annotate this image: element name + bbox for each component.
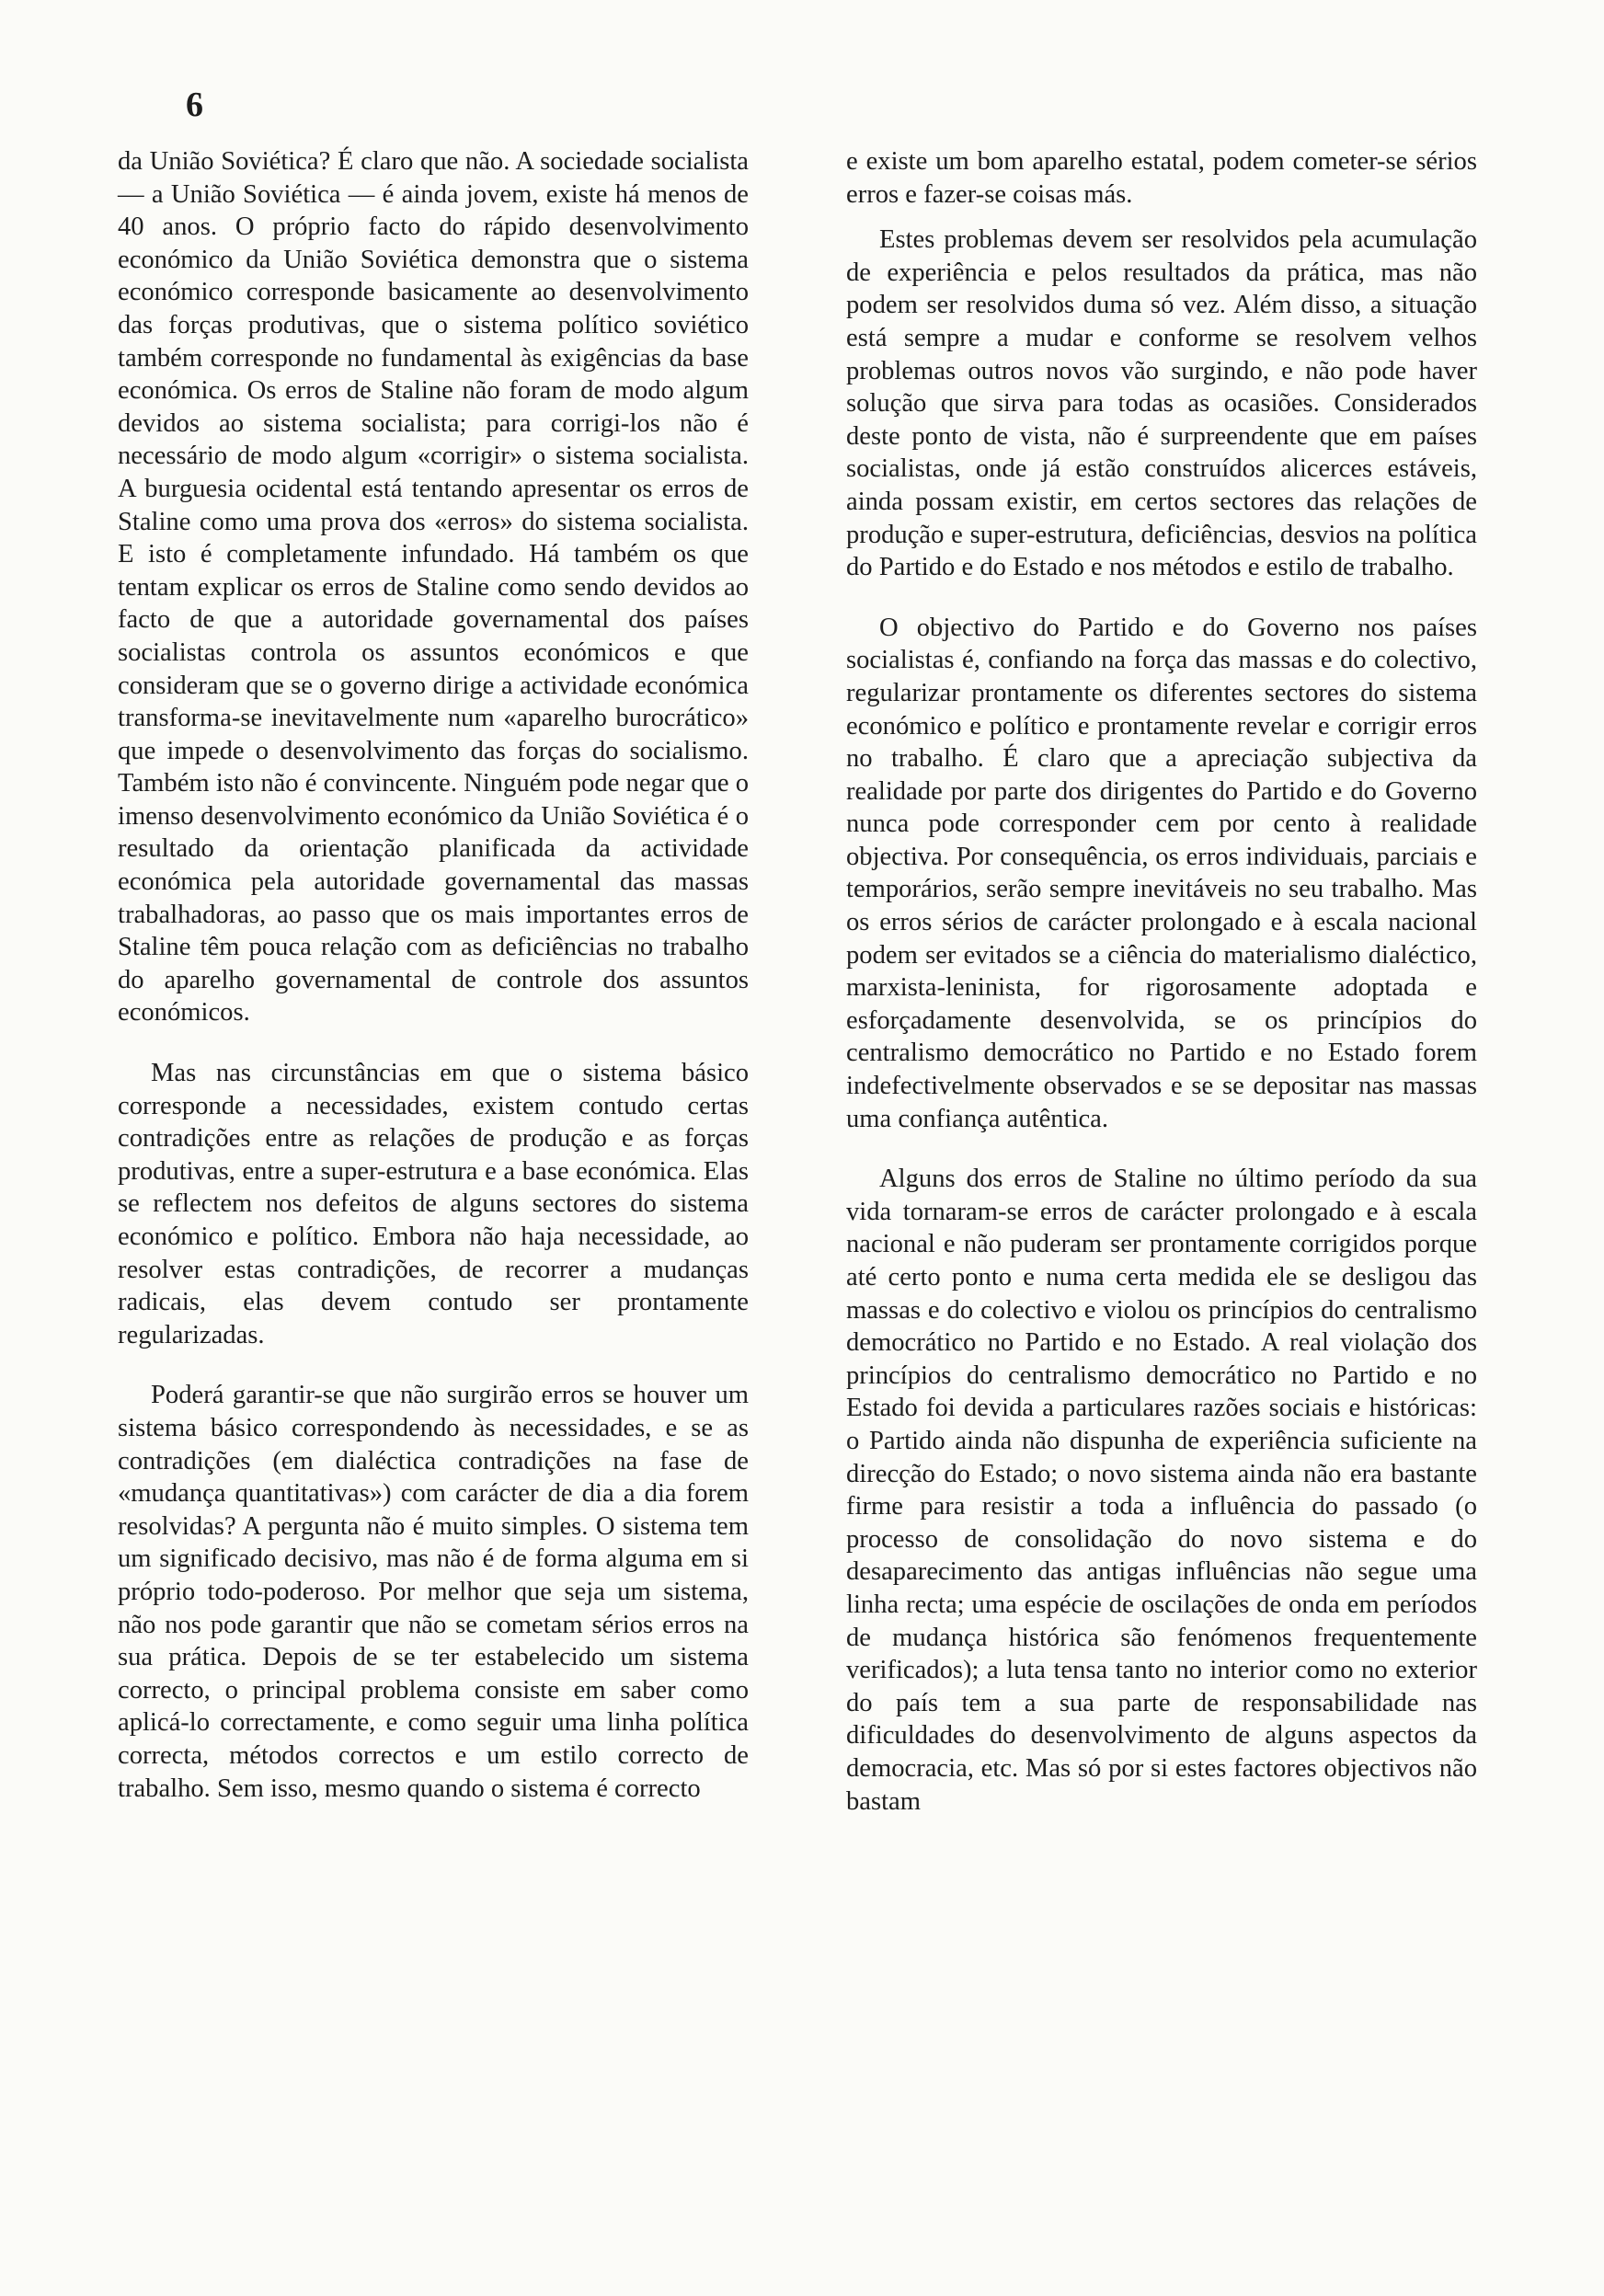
- paragraph: da União Soviética? É claro que não. A sociedade socialista — a União Soviética — é ainda jovem, existe há menos de 40 anos. O próprio facto do rápido desenvolvimento económico da União Soviética demonstra que o sistema económico corresponde basicamente ao desenvolvimento das forças produtivas, que o sistema político soviético também corresponde no fundamental às exigências da base económica. Os erros de Staline não foram de modo algum devidos ao sistema socialista; para corrigi-los não é necessário de modo algum «corrigir» o sistema socialista. A burguesia ocidental está tentando apresentar os erros de Staline como uma prova dos «erros» do sistema socialista. E isto é completamente infundado. Há também os que tentam explicar os erros de Staline como sendo devidos ao facto de que a autoridade governamental dos países socialistas controla os assuntos económicos e que consideram que se o governo dirige a actividade económica transforma-se inevitavelmente num «aparelho burocrático» que impede o desenvolvimento das forças do socialismo. Também isto não é convincente. Ninguém pode negar que o imenso desenvolvimento económico da União Soviética é o resultado da orientação planificada da actividade económica pela autoridade governamental das massas trabalhadoras, ao passo que os mais importantes erros de Staline têm pouca relação com as deficiências no trabalho do aparelho governamental de controle dos assuntos económicos.: [118, 147, 749, 1027]
- paragraph: O objectivo do Partido e do Governo nos países socialistas é, confiando na força das massas e do colectivo, regularizar prontamente os diferentes sectores do sistema económico e político e prontamente revelar e corrigir erros no trabalho. É claro que a apreciação subjectiva da realidade por parte dos dirigentes do Partido e do Governo nunca pode corresponder cem por cento à realidade objectiva. Por consequência, os erros individuais, parciais e temporários, serão sempre inevitáveis no seu trabalho. Mas os erros sérios de carácter prolongado e à escala nacional podem ser evitados se a ciência do materialismo dialéctico, marxista-leninista, for rigorosamente adoptada e esforçadamente desenvolvida, se os princípios do centralismo democrático no Partido e no Estado forem indefectivelmente observados e se se depositar nas massas uma confiança autêntica.: [846, 613, 1477, 1133]
- paragraph: Alguns dos erros de Staline no último período da sua vida tornaram-se erros de carácter prolongado e à escala nacional e não puderam ser prontamente corrigidos porque até certo ponto e numa certa medida ele se desligou das massas e do colectivo e violou os princípios do centralismo democrático no Partido e no Estado. A real violação dos princípios do centralismo democrático no Partido e no Estado foi devida a particulares razões sociais e históricas: o Partido ainda não dispunha de experiência suficiente na direcção do Estado; o novo sistema ainda não era bastante firme para resistir a toda a influência do passado (o processo de consolidação do novo sistema e do desaparecimento das antigas influências não segue uma linha recta; uma espécie de oscilações de onda em períodos de mudança histórica são fenómenos frequentemente verificados); a luta tensa tanto no interior como no exterior do país tem a sua parte de responsabilidade nas dificuldades do desenvolvimento de alguns aspectos da democracia, etc. Mas só por si estes factores objectivos não bastam: [846, 1165, 1477, 1816]
- paragraph: e existe um bom aparelho estatal, podem cometer-se sérios erros e fazer-se coisas más.: [846, 147, 1477, 209]
- paragraph: Estes problemas devem ser resolvidos pela acumulação de experiência e pelos resultados da prática, mas não podem ser resolvidos duma só vez. Além disso, a situação está sempre a mudar e conforme se resolvem velhos problemas outros novos vão surgindo, e não pode haver solução que sirva para todas as ocasiões. Considerados deste ponto de vista, não é surpreendente que em países socialistas, onde já estão construídos alicerces estáveis, ainda possam existir, em certos sectores das relações de produção e super-estrutura, deficiências, desvios na política do Partido e do Estado e nos métodos e estilo de trabalho.: [846, 225, 1477, 582]
- left-column: [118, 145, 749, 1818]
- page-number: 6: [186, 86, 203, 124]
- paragraph: Mas nas circunstâncias em que o sistema básico corresponde a necessidades, existem contudo certas contradições entre as relações de produção e as forças produtivas, entre a super-estrutura e a base económica. Elas se reflectem nos defeitos de alguns sectores do sistema económico e político. Embora não haja necessidade, ao resolver estas contradições, de recorrer a mudanças radicais, elas devem contudo ser prontamente regularizadas.: [118, 1059, 749, 1349]
- right-column: [846, 145, 1477, 1831]
- paragraph: Poderá garantir-se que não surgirão erros se houver um sistema básico correspondendo às necessidades, e se as contradições (em dialéctica contradições na fase de «mudança quantitativas») com carácter de dia a dia forem resolvidas? A pergunta não é muito simples. O sistema tem um significado decisivo, mas não é de forma alguma em si próprio todo-poderoso. Por melhor que seja um sistema, não nos pode garantir que não se cometam sérios erros na sua prática. Depois de se ter estabelecido um sistema correcto, o principal problema consiste em saber como aplicá-lo correctamente, e como seguir uma linha política correcta, métodos correctos e um estilo correcto de trabalho. Sem isso, mesmo quando o sistema é correcto: [118, 1381, 749, 1803]
